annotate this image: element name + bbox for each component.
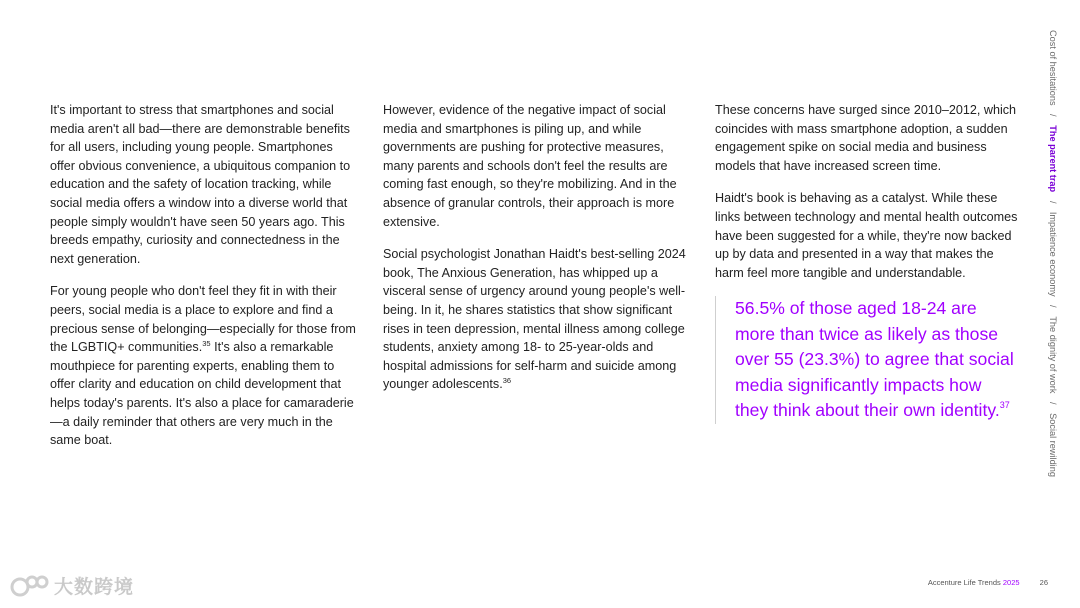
nav-separator: /	[1048, 114, 1058, 117]
watermark-text: 大数跨境	[54, 577, 135, 598]
nav-item-the-parent-trap[interactable]: The parent trap	[1048, 125, 1058, 193]
text-column-2	[383, 101, 691, 408]
nav-item-social-rewilding[interactable]: Social rewilding	[1048, 413, 1058, 477]
footer-title: Accenture Life Trends	[927, 578, 1001, 587]
page-number: 26	[1039, 578, 1048, 587]
paragraph: Social psychologist Jonathan Haidt's best-selling 2024 book, The Anxious Generation, has whipped up a visceral sense of urgency around young people's well-being. In it, he shares statistics that show significant rises in teen depression, mental illness among college students, anxiety among 18- to 25-year-olds and hospital admissions for self-harm and suicide among younger adolescents.$^{36}$	[383, 247, 686, 392]
section-nav	[1044, 30, 1058, 510]
paragraph: These concerns have surged since 2010–2012, which coincides with mass smartphone adoption, a sudden engagement spike on social media and business models that have increased screen time.	[715, 103, 1017, 173]
footnote-ref[interactable]: 37	[999, 400, 1010, 411]
pull-quote: 56.5% of those aged 18-24 are more than twice as likely as those over 55 (23.3%) to agree that social media significantly impacts how they think about their own identity.$^{37}$	[715, 296, 1017, 424]
text-column-3	[715, 101, 1023, 424]
text-column-1	[50, 101, 356, 464]
watermark-logo-icon	[10, 573, 50, 599]
nav-separator: /	[1048, 305, 1058, 308]
paragraph: Haidt's book is behaving as a catalyst. While these links between technology and mental health outcomes have been suggested for a while, they're now backed up by data and presented in a way that makes the harm feel more tangible and understandable.	[715, 191, 1018, 280]
nav-item-the-dignity-of-work[interactable]: The dignity of work	[1048, 316, 1058, 394]
footnote-ref[interactable]: 35	[202, 339, 211, 349]
watermark	[10, 572, 134, 599]
nav-item-impatience-economy[interactable]: Impatience economy	[1048, 211, 1058, 297]
paragraph: It's important to stress that smartphones and social media aren't all bad—there are demonstrable benefits for all users, including young people. Smartphones offer obvious convenience, a ubiquitous companion to education and the safety of location tracking, while social media offers a window into a diverse world that people simply wouldn't have seen 50 years ago. This breeds empathy, curiosity and connectedness in the next generation.	[50, 103, 351, 266]
footnote-ref[interactable]: 36	[502, 376, 512, 386]
page-footer	[928, 578, 1048, 587]
nav-separator: /	[1048, 401, 1058, 405]
paragraph: For young people who don't feel they fit in with their peers, social media is a place to explore and find a precious sense of belonging—especially for those from the LGBTIQ+ communities.$^{35}$ It's also a remarkable mouthpiece for parenting experts, enabling them to offer clarity and education on child development that helps today's parents. It's also a place for camaraderie—a daily reminder that others are very much in the same boat.	[50, 284, 356, 448]
paragraph: However, evidence of the negative impact of social media and smartphones is piling up, and while governments are pushing for protective measures, many parents and schools don't feel the results are coming fast enough, so they're mobilizing. And in the absence of granular controls, their approach is more extensive.	[383, 103, 677, 229]
footer-year: 2025	[1002, 578, 1020, 587]
nav-item-cost-of-hesitations[interactable]: Cost of hesitations	[1048, 30, 1058, 106]
nav-separator: /	[1048, 200, 1058, 204]
